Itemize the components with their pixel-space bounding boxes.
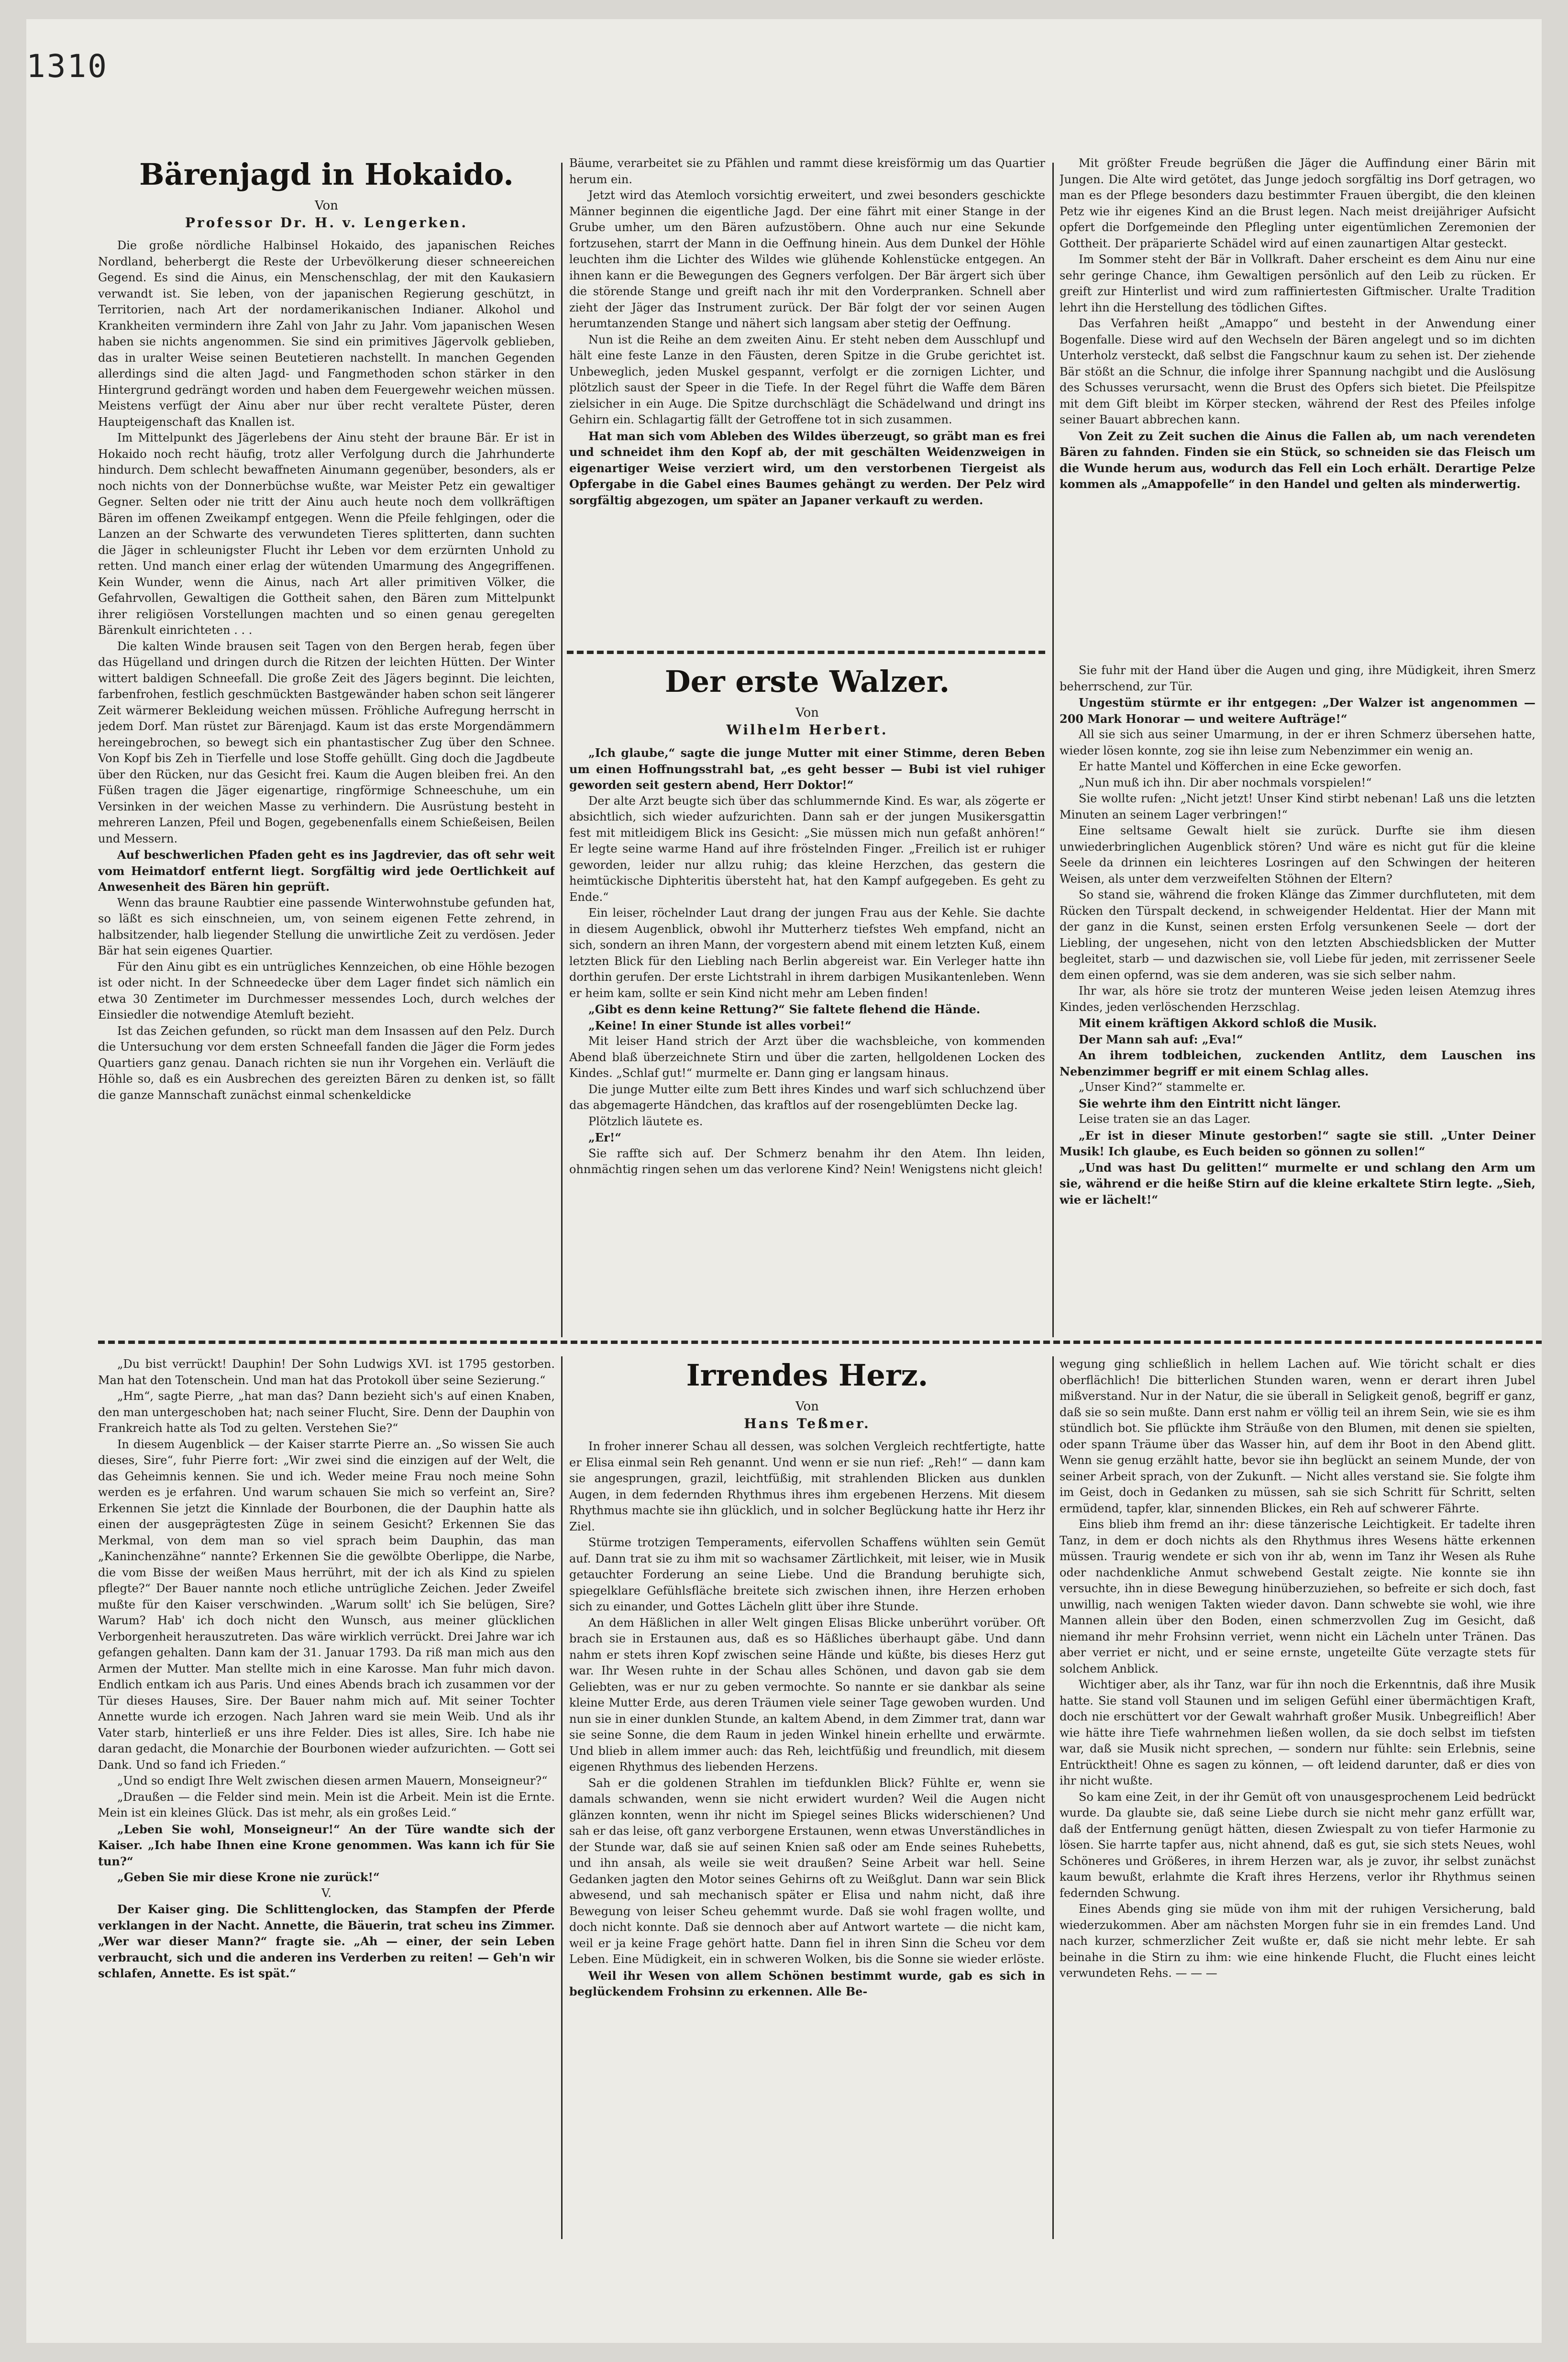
author-name: Professor Dr. H. v. Lengerken. [185,215,468,231]
paragraph: Eine seltsame Gewalt hielt sie zurück. Durfte sie ihm diesen unwiederbringlichen Augenblick stören? Und wäre es nicht gut für die kleine Seele da drinnen ein leichteres Losringen auf den Schwingen der heiteren Weisen, als unter dem verzweifelten Stöhnen der Eltern? [1060,824,1535,886]
paragraph: Die junge Mutter eilte zum Bett ihres Kindes und warf sich schluchzend über das abgemagerte Händchen, das kraftlos auf der rosengeblümten Decke lag. [569,1082,1045,1112]
paragraph: Sie wollte rufen: „Nicht jetzt! Unser Kind stirbt nebenan! Laß uns die letzten Minuten an seinem Lager verbringen!“ [1060,792,1535,821]
article-first-waltz-col2 [569,663,1045,1332]
article-bear-hunt-col1 [98,155,555,1332]
paragraph: „Draußen — die Felder sind mein. Mein ist die Arbeit. Mein ist die Ernte. Mein ist ein kleines Glück. Das ist mehr, als ein großes Leid.“ [98,1790,555,1819]
paragraph: Bäume, verarbeitet sie zu Pfählen und rammt diese kreisförmig um das Quartier herum ein. [569,156,1045,186]
paragraph: Sie raffte sich auf. Der Schmerz benahm ihr den Atem. Ihn leiden, ohnmächtig ringen sehen um das verlorene Kind? Nein! Wenigstens nicht gleich! [569,1146,1045,1176]
paragraph: „Nun muß ich ihn. Dir aber nochmals vorspielen!“ [1079,776,1372,789]
paragraph: „Er ist in dieser Minute gestorben!“ sagte sie still. „Unter Deiner Musik! Ich glaube, es Euch beiden so gönnen zu sollen!“ [1060,1128,1535,1158]
section-divider [98,1341,1542,1344]
section-divider [567,651,1045,654]
article-continuation-col1 [98,1356,555,2239]
paragraph: Mit einem kräftigen Akkord schloß die Musik. [1079,1016,1377,1030]
paragraph: Leise traten sie an das Lager. [1079,1112,1251,1126]
author-name: Hans Teßmer. [744,1416,871,1431]
paragraph: Stürme trotzigen Temperaments, eifervollen Schaffens wühlten sein Gemüt auf. Dann trat sie zu ihm mit so wachsamer Zärtlichkeit, mit leiser, wie in Musik getauchter Forderung an seine Liebe. Und die Brandung beruhigte sich, spiegelklare Gefühlsfläche breitete sich zwischen ihnen, ihre Herzen erhoben sich zu einander, und Gottes Lächeln glitt über ihre Stunde. [569,1536,1045,1613]
paragraph: All sie sich aus seiner Umarmung, in der er ihren Schmerz übersehen hatte, wieder lösen konnte, zog sie ihn leise zum Nebenzimmer ein wenig an. [1060,728,1535,757]
paragraph: „Keine! In einer Stunde ist alles vorbei!“ [588,1018,852,1032]
article-first-waltz-col3 [1060,663,1535,1332]
paragraph: Eines Abends ging sie müde von ihm mit der ruhigen Versicherung, bald wiederzukommen. Aber am nächsten Morgen fuhr sie in ein fremdes Land. Und nach kurzer, schmerzlicher Zeit wußte er, daß sie nicht mehr lebte. Er sah beinahe in die Stirn zu ihm: wie eine hinkende Flucht, die Flucht eines leicht verwundeten Rehs. — — — [1060,1902,1535,1980]
column-divider [1052,163,1054,1337]
paragraph: Ungestüm stürmte er ihr entgegen: „Der Walzer ist angenommen — 200 Mark Honorar — und weitere Aufträge!“ [1060,696,1535,726]
paragraph: So stand sie, während die froken Klänge das Zimmer durchfluteten, mit dem Rücken den Türspalt deckend, in schweigender Heldentat. Hier der Mann mit der ganz in die Kunst, seinen ersten Erfolg versunkenen Seele — dort der Liebling, der ungesehen, nicht von den letzten Abschiedsblicken der Mutter begleitet, starb — und dazwischen sie, voll Liebe für jeden, mit zerrissener Seele dem einen opfernd, was sie dem anderen, was sie sich selber nahm. [1060,888,1535,982]
paragraph: Die große nördliche Halbinsel Hokaido, des japanischen Reiches Nordland, beherbergt die Reste der Urbevölkerung dieser schneereichen Gegend. Es sind die Ainus, ein Menschenschlag, der mit den Kaukasiern verwandt ist. Sie leben, von der japanischen Regierung geschützt, in Territorien, nach Art der nordamerikanischen Indianer. Alkohol und Krankheiten vermindern ihre Zahl von Jahr zu Jahr. Vom japanischen Wesen haben sie nichts angenommen. Sie sind ein primitives Jägervolk geblieben, das in uralter Weise seinen Beutetieren nachstellt. In manchen Gegenden allerdings sind die alten Jagd- und Fangmethoden schon stärker in den Hintergrund gedrängt worden und haben dem Feuergewehr weichen müssen. Meistens verfügt der Ainu aber nur über recht veraltete Püster, deren Haupteigenschaft das Knallen ist. [98,239,555,429]
paragraph: Die kalten Winde brausen seit Tagen von den Bergen herab, fegen über das Hügelland und dringen durch die Ritzen der leichten Hütten. Der Winter wittert baldigen Schneefall. Die große Zeit des Jägers beginnt. Die leichten, farbenfrohen, festlich geschmückten Bastgewänder haben schon seit längerer Zeit wärmerer Bekleidung weichen müssen. Fröhliche Aufregung herrscht in jedem Dorf. Man rüstet zur Bärenjagd. Kaum ist das erste Morgendämmern hereingebrochen, so bewegt sich ein phantastischer Zug über den Schnee. Von Kopf bis Zeh in Tierfelle und lose Stoffe gehüllt. Ging doch die Jagdbeute über den Rücken, nur das Gesicht frei. Kaum die Augen bleiben frei. An den Füßen tragen die Jäger eigenartige, ringförmige Schneeschuhe, um ein Versinken in der weichen Masse zu verhindern. Die Ausrüstung besteht in mehreren Lanzen, Pfeil und Bogen, gegebenenfalls einem Schießeisen, Beilen und Messern. [98,639,555,845]
paragraph: Nun ist die Reihe an dem zweiten Ainu. Er steht neben dem Ausschlupf und hält eine feste Lanze in den Fäusten, deren Spitze in die Grube gerichtet ist. Unbeweglich, jeden Muskel gespannt, verfolgt er die zornigen Lichter, und plötzlich saust der Speer in die Tiefe. In der Regel führt die Waffe dem Bären zielsicher in ein Auge. Die Spitze durchschlägt die Schädelwand und dringt ins Gehirn ein. Schlagartig fällt der Getroffene tot in sich zusammen. [569,333,1045,426]
chapter-numeral: V. [321,1886,331,1900]
author-name: Wilhelm Herbert. [726,722,888,738]
paragraph: Sah er die goldenen Strahlen im tiefdunklen Blick? Fühlte er, wenn sie damals schwanden, wenn sie nicht erwidert wurden? Weil die Augen nicht glänzen konnten, wenn ihr nicht im Spiegel seines Blicks widerschienen? Und sah er das leise, oft ganz verborgene Erstaunen, wenn etwas Unverständliches in der Stunde war, daß sie auf seinen Knien saß oder am Ende seines Ruhebetts, und ihn ansah, als weile sie weit draußen? Seine Arbeit war hell. Seine Gedanken jagten den Motor seines Gehirns oft zu Weißglut. Dann war sein Blick abwesend, und sah mechanisch später er Elisa und nahm nicht, daß ihre Bewegung von leiser Scheu gehemmt wurde. Daß sie wohl fragen wollte, und doch nicht konnte. Daß sie dennoch aber auf Antwort wartete — die nicht kam, weil er ja keine Frage gehört hatte. Dann fiel in ihren Sinn die Scheu vor dem Leben. Eine Müdigkeit, ein in schweren Wolken, bis die Sonne sie wieder erlöste. [569,1776,1045,1966]
paragraph: Wichtiger aber, als ihr Tanz, war für ihn noch die Erkenntnis, daß ihre Musik hatte. Sie stand voll Staunen und im seligen Gefühl einer übermächtigen Kraft, doch nie erschüttert vor der Gewalt wahrhaft großer Musik. Unbegreiflich! Aber wie hätte ihre Tiefe wahrnehmen ließen wollen, da sie doch selbst im tiefsten war, daß sie Musik nicht sprechen, — sondern nur fühlte: sein Erlebnis, seine Entrücktheit! Ohne es sagen zu können, — oft leidend darunter, daß er dies von ihr nicht wußte. [1060,1678,1535,1787]
article-wandering-heart-col3 [1060,1356,1535,2239]
paragraph: Im Sommer steht der Bär in Vollkraft. Daher erscheint es dem Ainu nur eine sehr geringe Chance, ihm Gewaltigen persönlich auf den Leib zu rücken. Er greift zur Hinterlist und wird zum raffiniertesten Giftmischer. Uralte Tradition lehrt ihn die Herstellung des tödlichen Giftes. [1060,253,1535,314]
paragraph: Sie wehrte ihm den Eintritt nicht länger. [1079,1096,1341,1110]
paragraph: Das Verfahren heißt „Amappo“ und besteht in der Anwendung einer Bogenfalle. Diese wird auf den Wechseln der Bären angelegt und so im dichten Unterholz versteckt, daß selbst die Fangschnur kaum zu sehen ist. Der ziehende Bär stößt an die Schnur, die infolge ihrer Spannung nachgibt und die Auslösung des Schusses verursacht, wenn die Brust des Opfers sich bietet. Die Pfeilspitze mit dem Gift bleibt im Körper stecken, während der Rest des Pfeiles infolge seiner Bauart abbrechen kann. [1060,317,1535,426]
paragraph: Weil ihr Wesen von allem Schönen bestimmt wurde, gab es sich in beglückendem Frohsinn zu erkennen. Alle Be- [569,1968,1045,1998]
article-title: Irrendes Herz. [686,1358,928,1393]
article-bear-hunt-col2 [569,155,1045,643]
paragraph: Sie fuhr mit der Hand über die Augen und ging, ihre Müdigkeit, ihren Smerz beherrschend, zur Tür. [1060,664,1535,693]
paragraph: Wenn das braune Raubtier eine passende Winterwohnstube gefunden hat, so läßt es sich einschneien, um, von seinem eigenen Fette zehrend, in halbsitzender, halb liegender Stellung die unwirtliche Zeit zu verdösen. Jeder Bär hat sein eigenes Quartier. [98,896,555,957]
paragraph: An dem Häßlichen in aller Welt gingen Elisas Blicke unberührt vorüber. Oft brach sie in Erstaunen aus, daß es so Häßliches überhaupt gäbe. Und dann nahm er stets ihren Kopf zwischen seine Hände und küßte, bis dieses Herz gut war. Ihr Wesen ruhte in der Schau alles Schönen, und davon gab sie dem Geliebten, was er nur zu geben vermochte. So nannte er sie dankbar als seine kleine Mutter Erde, aus deren Träumen viele seiner Tage gewoben wurden. Und nun sie in einer dunklen Stunde, an kaltem Abend, in dem Zimmer trat, dann war sie seine Sonne, die dem Raum in jeden Winkel hinein erhellte und erwärmte. Und blieb in allem immer auch: das Reh, leichtfüßig und freundlich, mit diesem eigenen Rhythmus des liebenden Herzens. [569,1616,1045,1774]
paragraph: Für den Ainu gibt es ein untrügliches Kennzeichen, ob eine Höhle bezogen ist oder nicht. In der Schneedecke über dem Lager findet sich nämlich ein etwa 30 Zentimeter im Durchmesser messendes Loch, durch welches der Einsiedler die notwendige Atemluft bezieht. [98,960,555,1021]
paragraph: Von Zeit zu Zeit suchen die Ainus die Fallen ab, um nach verendeten Bären zu fahnden. Finden sie ein Stück, so schneiden sie das Fleisch um die Wunde herum aus, wodurch das Fell ein Loch erhält. Derartige Pelze kommen als „Amappofelle“ in den Handel und gelten als minderwertig. [1060,429,1535,491]
article-wandering-heart-col2 [569,1356,1045,2239]
paragraph: Er hatte Mantel und Köfferchen in eine Ecke geworfen. [1079,760,1402,773]
paragraph: „Hm“, sagte Pierre, „hat man das? Dann bezieht sich's auf einen Knaben, den man untergeschoben hat; nach seiner Flucht, Sire. Denn der Dauphin von Frankreich hatte als Tod zu gelten. Verstehen Sie?“ [98,1389,555,1435]
paragraph: „Und so endigt Ihre Welt zwischen diesen armen Mauern, Monseigneur?“ [117,1774,548,1787]
paragraph: Eins blieb ihm fremd an ihr: diese tänzerische Leichtigkeit. Er tadelte ihren Tanz, in dem er doch nichts als den Rhythmus ihres Wesens hätte erkennen müssen. Traurig wendete er sich von ihr ab, wenn im Tanz ihr Wesen als Ruhe oder nachdenkliche Anmut schwebend Gestalt zeigte. Nie konnte sie ihn versuchte, ihn in diese Bewegung hinüberzuziehen, so befreite er sich doch, fast unwillig, nach wenigen Takten wieder davon. Dann schwebte sie wohl, wie ihre Mannen allein über den Boden, einen schmerzvollen Zug im Gesicht, daß niemand ihr mehr Frohsinn verriet, wenn nicht ein Lächeln unter Tränen. Das aber verriet er nicht, und er seine ernste, ungeteilte Güte verzagte stets für solchem Anblick. [1060,1518,1535,1675]
paragraph: Jetzt wird das Atemloch vorsichtig erweitert, und zwei besonders geschickte Männer beginnen die eigentliche Jagd. Der eine fährt mit einer Stange in der Grube umher, um den Bären aufzustöbern. Ohne auch nur eine Sekunde fortzusehen, starrt der Mann in die Oeffnung hinein. Aus dem Dunkel der Höhle leuchten ihm die Lichter des Wildes wie glühende Kohlenstücke entgegen. An ihnen kann er die Bewegungen des Gegners verfolgen. Der Bär ärgert sich über die störende Stange und greift nach ihr mit den Vorderpranken. Schnell aber zieht der Jäger das Instrument zurück. Der Bär folgt der vor seinen Augen herumtanzenden Stange und nähert sich langsam aber stetig der Oeffnung. [569,189,1045,330]
paragraph: Mit größter Freude begrüßen die Jäger die Auffindung einer Bärin mit Jungen. Die Alte wird getötet, das Junge jedoch sorgfältig ins Dorf getragen, wo man es der Pflege besonders dazu bestimmter Frauen übergibt, die den kleinen Petz wie ihr eigenes Kind an die Brust legen. Nach meist dreijähriger Aufsicht opfert die Dorfgemeinde den Pflegling unter eigentümlichen Zeremonien der Gottheit. Der präparierte Schädel wird auf einen zaunartigen Altar gesteckt. [1060,156,1535,250]
column-divider [1052,1356,1054,2239]
paragraph: Mit leiser Hand strich der Arzt über die wachsbleiche, von kommenden Abend blaß überzeichnete Stirn und über die zarten, hellgoldenen Locken des Kindes. „Schlaf gut!“ murmelte er. Dann ging er langsam hinaus. [569,1034,1045,1080]
page-number: 1310 [26,48,108,85]
article-title: Bärenjagd in Hokaido. [139,157,514,192]
paragraph: „Geben Sie mir diese Krone nie zurück!“ [117,1870,380,1884]
paragraph: An ihrem todbleichen, zuckenden Antlitz, dem Lauschen ins Nebenzimmer begriff er mit einem Schlag alles. [1060,1048,1535,1078]
paragraph: In diesem Augenblick — der Kaiser starrte Pierre an. „So wissen Sie auch dieses, Sire“, fuhr Pierre fort: „Wir zwei sind die einzigen auf der Welt, die das Geheimnis kennen. Sie und ich. Weder meine Frau noch meine Sohn werden es je erfahren. Und warum schauen Sie mich so verfeint an, Sire? Erkennen Sie jetzt die Kinnlade der Bourbonen, die der Dauphin hatte als einen der ausgeprägtesten Züge in seinem Gesicht? Erkennen Sie das Merkmal, von dem man so viel sprach beim Dauphin, das man „Kaninchenzähne“ nannte? Erkennen Sie die gewölbte Oberlippe, die Narbe, die vom Bisse der weißen Maus herrührt, mit der ich als Kind zu spielen pflegte?“ Der Bauer nannte noch etliche untrügliche Zeichen. Jeder Zweifel mußte für den Kaiser verschwinden. „Warum sollt' ich Sie belügen, Sire? Warum? Hab' ich doch nicht den Wunsch, aus meiner glücklichen Verborgenheit herauszutreten. Das wäre wirklich verrückt. Drei Jahre war ich gefangen gehalten. Dann kam der 31. Januar 1793. Da riß man mich aus den Armen der Mutter. Man stellte mich in eine Karosse. Man fuhr mich davon. Endlich entkam ich aus Paris. Und eines Abends brach ich zusammen vor der Tür dieses Hauses, Sire. Der Bauer nahm mich auf. Mit seiner Tochter Annette wurde ich erzogen. Nach Jahren ward sie mein Weib. Und als ihr Vater starb, hinterließ er uns ihre Felder. Dies ist alles, Sire. Ich habe nie daran gedacht, die Monarchie der Bourbonen wieder aufzurichten. — Gott sei Dank. Und so fand ich Frieden.“ [98,1437,555,1772]
paragraph: „Du bist verrückt! Dauphin! Der Sohn Ludwigs XVI. ist 1795 gestorben. Man hat den Totenschein. Und man hat das Protokoll über seine Sezierung.“ [98,1357,555,1387]
column-divider [561,163,563,1337]
paragraph: In froher innerer Schau all dessen, was solchen Vergleich rechtfertigte, hatte er Elisa einmal sein Reh genannt. Und wenn er sie nun rief: „Reh!“ — dann kam sie angesprungen, grazil, leichtfüßig, mit strahlenden Blicken aus dunklen Augen, in dem federnden Rhythmus ihres ihm ergebenen Herzens. Mit diesem Rhythmus machte sie ihn glücklich, und in solcher Beglückung hatte ihr Herz ihr Ziel. [569,1440,1045,1533]
paragraph: Der alte Arzt beugte sich über das schlummernde Kind. Es war, als zögerte er absichtlich, sich wieder aufzurichten. Dann sah er der jungen Musikersgattin fest mit mitleidigem Blick ins Gesicht: „Sie müssen mich nun gefaßt anhören!“ Er legte seine warme Hand auf ihre fröstelnden Finger. „Freilich ist er ruhiger geworden, leider nur allzu ruhig; das kleine Herzchen, das gestern die heimtückische Diphteritis übersteht hat, hat den Kampf aufgegeben. Es geht zu Ende.“ [569,794,1045,904]
paragraph: Ein leiser, röchelnder Laut drang der jungen Frau aus der Kehle. Sie dachte in diesem Augenblick, obwohl ihr Mutterherz tiefstes Weh empfand, nicht an sich, sondern an ihren Mann, der vorgestern abend mit einem letzten Kuß, einem letzten Blick für den Liebling nach Berlin abgereist war. Ein Verleger hatte ihn dorthin gerufen. Der erste Lichtstrahl in ihrem darbigen Musikantenleben. Wenn er heim kam, sollte er sein Kind nicht mehr am Leben finden! [569,906,1045,1000]
paragraph: Der Kaiser ging. Die Schlittenglocken, das Stampfen der Pferde verklangen in der Nacht. Annette, die Bäuerin, trat scheu ins Zimmer. „Wer war dieser Mann?“ fragte sie. „Ah — einer, der sein Leben verbraucht, sich und die anderen ins Verderben zu reiten! — Geh'n wir schlafen, Annette. Es ist spät.“ [98,1902,555,1980]
column-divider [561,1356,563,2239]
paragraph: Hat man sich vom Ableben des Wildes überzeugt, so gräbt man es frei und schneidet ihm den Kopf ab, der mit geschälten Weidenzweigen in eigenartiger Weise verziert wird, um den verstorbenen Tiergeist als Opfergabe in die Gabel eines Baumes gehängt zu werden. Der Pelz wird sorgfältig abgezogen, um später an Japaner verkauft zu werden. [569,429,1045,507]
paragraph: Der Mann sah auf: „Eva!“ [1079,1032,1243,1046]
paragraph: Plötzlich läutete es. [588,1114,703,1128]
byline-von: Von [315,199,338,213]
paragraph: Ihr war, als höre sie trotz der munteren Weise jeden leisen Atemzug ihres Kindes, jeden verlöschenden Herzschlag. [1060,984,1535,1014]
paragraph: „Leben Sie wohl, Monseigneur!“ An der Türe wandte sich der Kaiser. „Ich habe Ihnen eine Krone genommen. Was kann ich für Sie tun?“ [98,1822,555,1868]
paragraph: „Unser Kind?“ stammelte er. [1079,1080,1246,1094]
article-title: Der erste Walzer. [664,664,950,699]
byline-von: Von [795,1399,819,1414]
byline-von: Von [795,706,819,720]
paragraph: So kam eine Zeit, in der ihr Gemüt oft von unausgesprochenem Leid bedrückt wurde. Da glaubte sie, daß seine Liebe durch sie nicht mehr ganz erfüllt war, daß der Entfernung genügt hätten, diesen Zwiespalt zu von tiefer Harmonie zu lösen. Sie harrte tapfer aus, nicht ahnend, daß es gut, sie sich stets Neues, wohl Schöneres und Größeres, in ihrem Herzen war, als je zuvor, ihr selbst zunächst kaum bewußt, erlahmte die Kraft ihres Herzens, verlor ihr Rhythmus seinen federnden Schwung. [1060,1790,1535,1900]
paragraph: Auf beschwerlichen Pfaden geht es ins Jagdrevier, das oft sehr weit vom Heimatdorf entfernt liegt. Sorgfältig wird jede Oertlichkeit auf Anwesenheit des Bären hin geprüft. [98,848,555,894]
paragraph: „Ich glaube,“ sagte die junge Mutter mit einer Stimme, deren Beben um einen Hoffnungsstrahl bat, „es geht besser — Bubi ist viel ruhiger geworden seit gestern abend, Herr Doktor!“ [569,746,1045,792]
paragraph: Im Mittelpunkt des Jägerlebens der Ainu steht der braune Bär. Er ist in Hokaido noch recht häufig, trotz aller Verfolgung durch die Jahrhunderte hindurch. Dem schlecht bewaffneten Ainumann gegenüber, besonders, als er noch nichts von der Donnerbüchse wußte, war Meister Petz ein gewaltiger Gegner. Selten oder nie tritt der Ainu auch heute noch dem vollkräftigen Bären im offenen Zweikampf entgegen. Wenn die Pfeile fehlgingen, oder die Lanzen an der Schwarte des verwundeten Tieres splitterten, dann suchten die Jäger in schleunigster Flucht ihr Leben vor dem erzürnten Unhold zu retten. Und manch einer erlag der wütenden Umarmung des Angegriffenen. Kein Wunder, wenn die Ainus, nach Art aller primitiven Völker, die Gefahrvollen, Gewaltigen die Gottheit sahen, den Bären zum Mittelpunkt ihrer religiösen Vorstellungen machten und so einen genau geregelten Bärenkult einrichteten . . . [98,431,555,637]
article-bear-hunt-col3 [1060,155,1535,646]
newspaper-page [26,19,1542,2343]
paragraph: Ist das Zeichen gefunden, so rückt man dem Insassen auf den Pelz. Durch die Untersuchung vor dem ersten Schneefall fanden die Jäger die Form jedes Quartiers ganz genau. Danach richten sie nun ihr Vorgehen ein. Verläuft die Höhle so, daß es ein Ausbrechen des gereizten Bären zu denken ist, so fällt die ganze Mannschaft zunächst einmal schenkeldicke [98,1024,555,1102]
paragraph: „Gibt es denn keine Rettung?“ Sie faltete flehend die Hände. [588,1002,981,1016]
paragraph: wegung ging schließlich in hellem Lachen auf. Wie töricht schalt er dies oberflächlich! Die bitterlichen Stunden waren, wenn er derart ihren Jubel mißverstand. Nur in der Natur, die sie überall in Seligkeit genoß, begriff er ganz, daß sie so sein mußte. Dann erst nahm er völlig teil an ihrem Sein, wie sie es ihm stündlich bot. Sie pflückte ihm Sträuße von den Blumen, mit denen sie spielten, oder spann Träume über das Wasser hin, auf dem ihr Boot in den Abend glitt. Wenn sie genug erzählt hatte, bevor sie ihn beglückt an seinem Munde, der von seiner Arbeit sprach, von der Zukunft. — Nicht alles verstand sie. Sie folgte ihm im Geist, doch in Gedanken zu müssen, sah sie sich Schritt für Schritt, selten ermüdend, tapfer, klar, sinnenden Blickes, ein Reh auf schwerer Fährte. [1060,1357,1535,1515]
paragraph: „Und was hast Du gelitten!“ murmelte er und schlang den Arm um sie, während er die heiße Stirn auf die kleine erkaltete Stirn legte. „Sieh, wie er lächelt!“ [1060,1160,1535,1207]
paragraph: „Er!“ [588,1131,622,1144]
